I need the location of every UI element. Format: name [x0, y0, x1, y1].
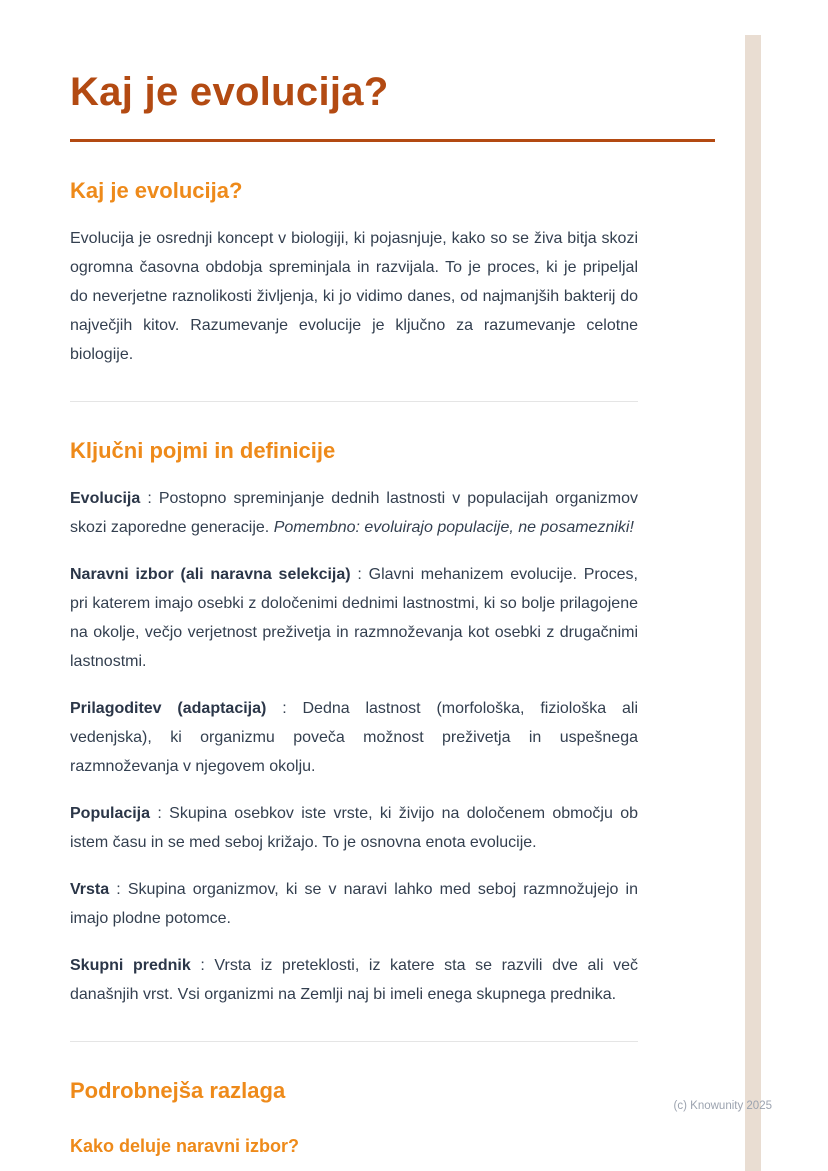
term-definition: Glavni mehanizem evolucije. Proces, pri katerem imajo osebki z določenimi dednimi lastnostmi, ki so bolje prilagojene na okolje, večjo verjetnost preživetja in razmnoževanja kot osebki z drugačnimi lastnostmi.	[70, 566, 639, 670]
term-definition: Skupina organizmov, ki se v naravi lahko med seboj razmnožujejo in imajo plodne potomce.	[70, 881, 638, 927]
term-definition: Skupina osebkov iste vrste, ki živijo na določenem območju ob istem času in se med seboj križajo. To je osnovna enota evolucije.	[70, 805, 638, 851]
term-separator: :	[109, 881, 128, 898]
footer-credit: (c) Knowunity 2025	[673, 1100, 772, 1112]
term-separator: :	[266, 700, 303, 717]
subsection-heading-naravni-izbor: Kako deluje naravni izbor?	[70, 1136, 300, 1156]
section-divider	[70, 1041, 638, 1042]
term-separator: :	[350, 566, 369, 583]
definition-item-prilagoditev	[70, 694, 638, 781]
page-title: Kaj je evolucija?	[70, 70, 389, 114]
term-note: Pomembno: evoluirajo populacije, ne posamezniki!	[273, 519, 634, 536]
section-intro	[70, 178, 638, 369]
intro-paragraph: Evolucija je osrednji koncept v biologiji, ki pojasnjuje, kako so se živa bitja skozi ogromna časovna obdobja spreminjala in razvijala. To je proces, ki je pripeljal do neverjetne raznolikosti življenja, ki jo vidimo danes, od najmanjših bakterij do največjih kitov. Razumevanje evolucije je ključno za razumevanje celotne biologije.	[70, 230, 638, 363]
term-separator: :	[190, 957, 215, 974]
definition-item-naravni-izbor	[70, 560, 638, 676]
term-label: Vrsta	[70, 881, 110, 898]
term-separator: :	[140, 490, 159, 507]
section-detail	[70, 1078, 638, 1157]
term-label: Evolucija	[70, 490, 141, 507]
page-edge-stripe	[745, 35, 761, 1171]
definition-item-populacija	[70, 799, 638, 857]
definition-item-vrsta	[70, 875, 638, 933]
term-definition: Vrsta iz preteklosti, iz katere sta se razvili dve ali več današnjih vrst. Vsi organizmi na Zemlji naj bi imeli enega skupnega prednika.	[70, 957, 639, 1003]
definition-item-skupni-prednik	[70, 951, 638, 1009]
definition-item-evolucija	[70, 484, 638, 542]
section-divider	[70, 401, 638, 402]
term-label: Populacija	[70, 805, 151, 822]
term-definition: Postopno spreminjanje dednih lastnosti v populacijah organizmov skozi zaporedne generacije.	[70, 490, 638, 536]
term-separator: :	[150, 805, 170, 822]
term-definition: Dedna lastnost (morfološka, fiziološka ali vedenjska), ki organizmu poveča možnost preživetja in uspešnega razmnoževanja v njegovem okolju.	[70, 700, 638, 775]
term-label: Skupni prednik	[70, 957, 191, 974]
term-label: Prilagoditev (adaptacija)	[70, 700, 267, 717]
term-label: Naravni izbor (ali naravna selekcija)	[70, 566, 351, 583]
document-content	[70, 70, 715, 1157]
section-terms	[70, 438, 638, 1009]
section-heading-detail: Podrobnejša razlaga	[70, 1078, 286, 1103]
section-heading-terms: Ključni pojmi in definicije	[70, 438, 336, 463]
title-divider	[70, 139, 715, 142]
section-heading-intro: Kaj je evolucija?	[70, 178, 243, 203]
